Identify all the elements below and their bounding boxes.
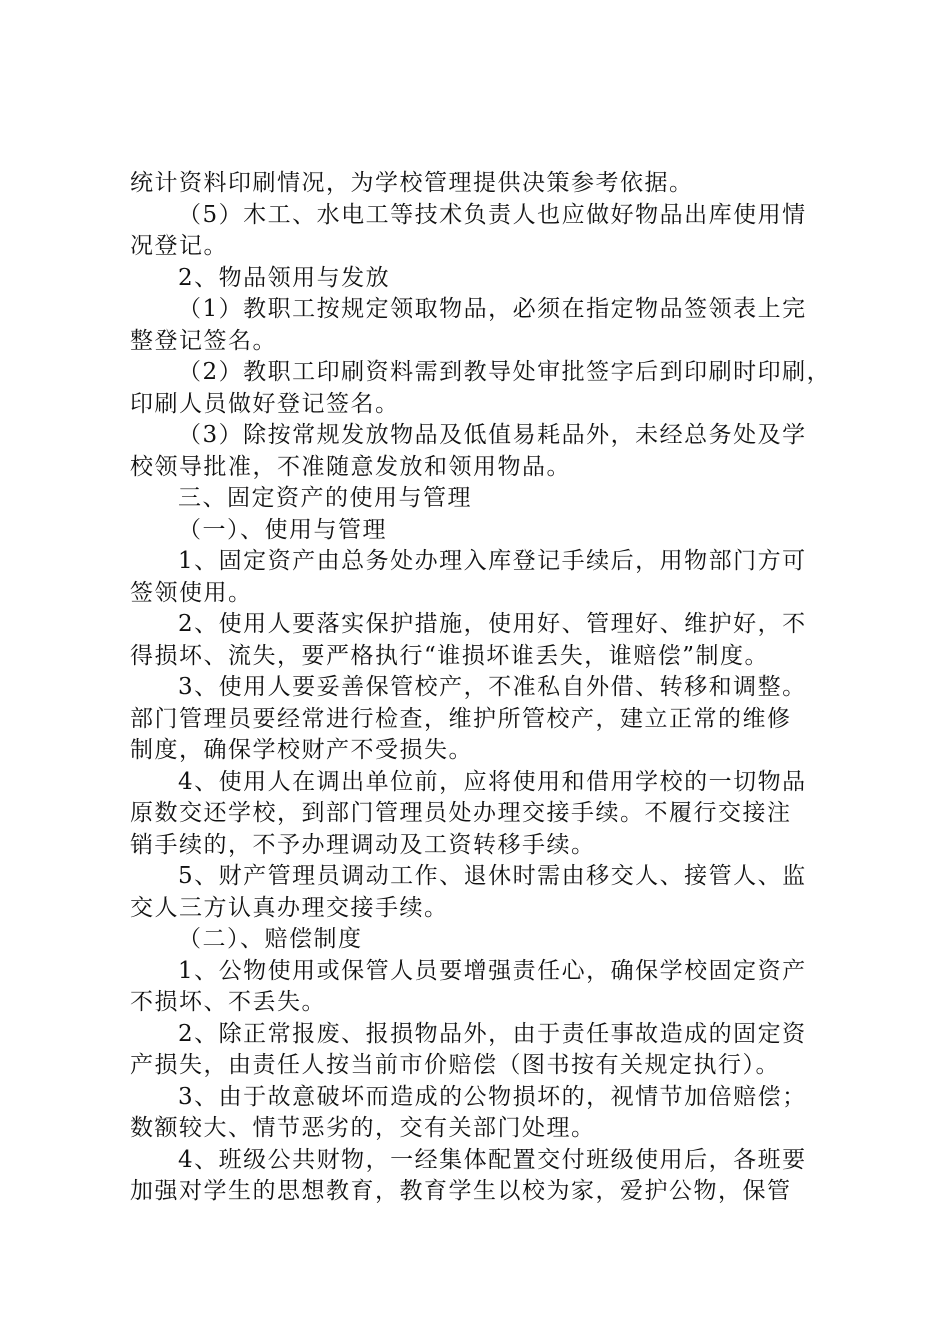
text-line: 不损坏、不丢失。 (130, 989, 326, 1015)
document-body (130, 168, 835, 1208)
text-line: 整登记签名。 (130, 327, 277, 354)
text-line: 3、由于故意破坏而造成的公物损坏的，视情节加倍赔偿； (178, 1083, 807, 1110)
text-line: 交人三方认真办理交接手续。 (130, 894, 449, 921)
text-line: 签领使用。 (130, 579, 253, 606)
text-line: 1、公物使用或保管人员要增强责任心，确保学校固定资产 (178, 957, 807, 984)
text-line: 原数交还学校，到部门管理员处办理交接手续。不履行交接注 (130, 800, 792, 826)
subsection-heading: （一）、使用与管理 (178, 516, 387, 543)
text-line: 4、班级公共财物，一经集体配置交付班级使用后，各班要 (178, 1146, 807, 1173)
text-line: 产损失，由责任人按当前市价赔偿（图书按有关规定执行）。 (130, 1052, 780, 1078)
text-line: 印刷人员做好登记签名。 (130, 390, 400, 417)
text-line: 部门管理员要经常进行检查，维护所管校产，建立正常的维修 (130, 705, 792, 732)
text-line: 统计资料印刷情况，为学校管理提供决策参考依据。 (130, 170, 694, 196)
text-line: （2）教职工印刷资料需到教导处审批签字后到印刷时印刷， (178, 359, 832, 385)
text-line: （1）教职工按规定领取物品，必须在指定物品签领表上完 (178, 296, 807, 322)
text-line: 销手续的，不予办理调动及工资转移手续。 (130, 831, 596, 858)
text-line: 数额较大、情节恶劣的，交有关部门处理。 (130, 1115, 596, 1141)
text-line: 4、使用人在调出单位前，应将使用和借用学校的一切物品 (178, 768, 807, 795)
section-heading: 三、固定资产的使用与管理 (178, 485, 472, 511)
text-line: 1、固定资产由总务处办理入库登记手续后，用物部门方可 (178, 548, 807, 574)
text-line: 制度，确保学校财产不受损失。 (130, 737, 473, 763)
text-line: 得损坏、流失，要严格执行“谁损坏谁丢失，谁赔偿”制度。 (130, 642, 770, 669)
text-line: 加强对学生的思想教育，教育学生以校为家，爱护公物，保管 (130, 1178, 792, 1204)
text-line: 校领导批准，不准随意发放和领用物品。 (130, 453, 571, 480)
text-line: （3）除按常规发放物品及低值易耗品外，未经总务处及学 (178, 422, 807, 448)
text-line: 况登记。 (130, 233, 228, 259)
text-line: 5、财产管理员调动工作、退休时需由移交人、接管人、监 (178, 863, 807, 889)
text-line: 2、使用人要落实保护措施，使用好、管理好、维护好，不 (178, 611, 807, 637)
text-line: （5）木工、水电工等技术负责人也应做好物品出库使用情 (178, 201, 807, 228)
text-line: 3、使用人要妥善保管校产，不准私自外借、转移和调整。 (178, 674, 807, 700)
section-heading: 2、物品领用与发放 (178, 264, 391, 291)
text-line: 2、除正常报废、报损物品外，由于责任事故造成的固定资 (178, 1020, 807, 1047)
subsection-heading: （二）、赔偿制度 (178, 926, 363, 952)
